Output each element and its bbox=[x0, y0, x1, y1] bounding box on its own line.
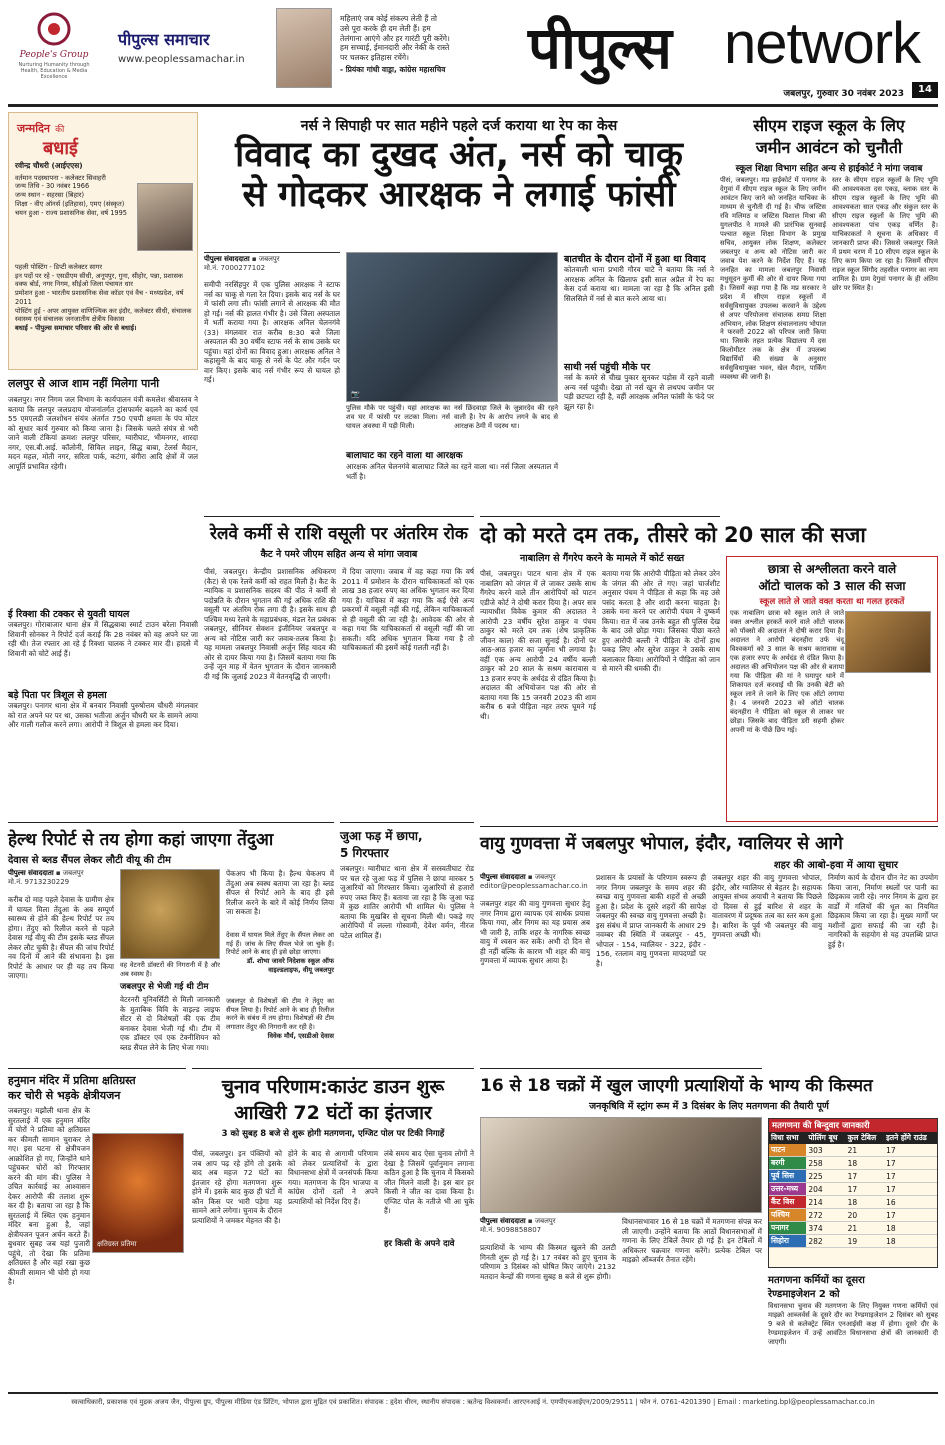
railway-body: पीसं, जबलपुर। केन्द्रीय प्रशासनिक अधिकरण (कैट) से एक रेलवे कर्मी को राहत मिली है। कैट के न्यायिक व प्रशासनिक सदस्य की पीठ ने कर्मी से पदोन्नति के दौरान भुगतान की गई अधिक राशि की वसूली पर अंतरिम रोक लगा दी है। इसके साथ ही पश्चिम मध्य रेलवे के महाप्रबंधक, मंडल रेल प्रबंधक जबलपुर, सीनियर सेक्शन इंजीनियर जबलपुर व अन्य को नोटिस जारी कर जवाब-तलब किया है। यह मामला जबलपुर निवासी अर्जुन सिंह यादव की ओर से दायर किया गया है। जिसमें बताया गया कि उन्हें जून माह में वेतन भुगतान के दौरान जानकारी दी गई कि जुलाई 2023 में वेतनवृद्धि दी जाएगी। bbox=[204, 567, 336, 681]
assembly-rounds: 17 bbox=[884, 1144, 937, 1157]
air-body-2: प्रशासन के प्रयासों के परिणाम स्वरूप ही नगर निगम जबलपुर के समय शहर की स्वच्छ वायु गुणवत्ता बाकी शहरों से अच्छी हुआ है। प्रदेश के दूसरे शहरों की सापेक्ष जबलपुर की स्वच्छ वायु गुणवत्ता अच्छी है। इस संबंध में प्राप्त जानकारी के आधार 29 नवम्बर की स्थिति में जबलपुर - 45, भोपाल - 154, ग्वालियर - 322, इंदौर - 156, रतलाम वायु गुणवत्ता मापदण्डों पर है। bbox=[596, 873, 706, 968]
logo-mark-icon bbox=[35, 10, 73, 48]
hanuman-body: जबलपुर। मझौली थाना क्षेत्र के सुरतलाई में एक हनुमान मंदिर में चोरों ने प्रतिमा को क्षतिग्रस्त कर कीमती सामान चुराकर ले गए। इस घटना से क्षेत्रीयजन आक्रोशित हो गए, जिन्होंने थाने पहुंचकर चोरों को गिरफ्तार करने की मांग की। पुलिस ने उचित कार्रवाई का आश्वासन देकर आरोपी की तलाश शुरू कर दी है। बताया जा रहा है कि सुरतलाई में स्थित एक हनुमान मंदिर बना हुआ है, जहां क्षेत्रीयजन पूजन अर्चन करते हैं। बुधवार सुबह जब यहां पुजारी पहुंचे, तो देखा कि प्रतिमा क्षतिग्रस्त है और वहां रखा कुछ कीमती सामान भी चोरी हो गया है। bbox=[8, 1106, 90, 1286]
lead-headline-2: से गोदकर आरक्षक ने लगाई फांसी bbox=[242, 175, 676, 216]
air-body-4: निर्माण कार्य के दौरान ग्रीन नेट का उपयोग किया जाना, निर्माण स्थलों पर पानी का छिड़काव जारी रहे। नगर निगम के द्वारा हर वार्डों में गलियों की धूल का नियमित छिड़काव किया जा रहा है। मुख्य मार्गों पर मशीनों द्वारा सफाई की जा रही है। नागरिकों के सहयोग से यह उपलब्धि प्राप्त हुई है। bbox=[828, 873, 938, 949]
assembly-booths: 258 bbox=[806, 1157, 845, 1170]
footer-rule bbox=[8, 1392, 938, 1394]
training-body: विधानसभा चुनाव की मतगणना के लिए नियुक्त गणना कर्मियों एवं माइक्रो आब्जर्वर्स के दूसरे दौर का रेण्डमाइजेशन 2 दिसंबर को सुबह 9 बजे से कलेक्ट्रेट स्थित एनआईसी कक्ष में होगा। दूसरे दौर के रेण्डमाइजेशन में उन्हें आवंटित विधानसभा क्षेत्रों की जानकारी दी जाएगी। bbox=[768, 1302, 938, 1346]
hanuman-headline-1: हनुमान मंदिर में प्रतिमा क्षतिग्रस्त bbox=[8, 1074, 136, 1087]
auto-body: एक नाबालिग छात्रा को स्कूल लाते ले जाते वक्त अश्लील हरकतें करने वाले ऑटो चालक को पॉक्सो की अदालत ने दोषी करार दिया है। अदालत ने आरोपी बंदनहीरा उर्फ चंदू विश्वकर्मा को 3 साल के सश्रम कारावास व एक हजार रुपए के अर्थदंड से दंडित किया है। अदालत की अभियोजन पक्ष की ओर से बताया गया कि पीड़िता की मां ने घमापुर थाने में शिकायत दर्ज करवाई थी कि उनकी बेटी को स्कूल लाने ले जाने के लिए एक ऑटो लगाया है। 4 जनवरी 2023 को ऑटो चालक बंदनहीरा ने पीड़िता को स्कूल से लाकर घर छोड़ा। जिसके बाद पीड़िता डरी सहमी होकर अपनी मां के पीछे छिप गई। bbox=[730, 609, 844, 734]
col-header: विधा सभा bbox=[769, 1132, 806, 1144]
gambling-story bbox=[340, 822, 474, 1062]
air-byline-name: पीपुल्स संवाददाता bbox=[480, 873, 526, 881]
assembly-booths: 374 bbox=[806, 1222, 845, 1235]
lead-sub-1-text: आरक्षक अनिल चेलनगंवे बालाघाट जिले का रहने वाला था। नर्स जिला अस्पताल में भर्ती है। bbox=[346, 462, 558, 481]
assembly-name: पनागर bbox=[769, 1222, 806, 1235]
birthday-line: पहली पोस्टिंग - डिप्टी कलेक्टर सागर bbox=[15, 263, 103, 271]
lead-mobile: मो.नं. 7000277102 bbox=[204, 264, 266, 272]
assembly-tables: 18 bbox=[846, 1157, 885, 1170]
lead-caption-1: पुलिस मौके पर पहुंची। यहां आरक्षक का शव घर में फांसी पर लटका मिला। नर्स घायल अवस्था में पड़ी मिली। bbox=[346, 404, 450, 430]
tendua-story bbox=[8, 822, 334, 1062]
assembly-row bbox=[769, 1183, 937, 1196]
air-byline-box bbox=[480, 873, 590, 897]
water-sub-1: ई रिक्शा की टक्कर से युवती घायल bbox=[8, 609, 130, 620]
birthday-title-small2: की bbox=[55, 125, 65, 135]
assembly-name: कैंट विस bbox=[769, 1196, 806, 1209]
assembly-rounds: 17 bbox=[884, 1183, 937, 1196]
assembly-tables: 17 bbox=[846, 1183, 885, 1196]
lead-byline-place: जबलपुर bbox=[258, 255, 280, 263]
air-headline: वायु गुणवत्ता में जबलपुर भोपाल, इंदौर, ग्वालियर से आगे bbox=[480, 834, 843, 854]
counting-right bbox=[384, 1149, 474, 1385]
school-body: पीसं, जबलपुर। मप्र हाईकोर्ट में पनागर के देगुवां में सीएम राइज स्कूल के लिए जमीन आवंटन किए जाने को जनहित याचिका के माध्यम से चुनौती दी गई है। चीफ जस्टिस रवि मलिमठ व जस्टिस विशाल मिश्रा की युगलपीठ ने मामले की प्रारंभिक सुनवाई पश्चात स्कूल शिक्षा विभाग के प्रमुख सचिव, आयुक्त लोक शिक्षण, कलेक्टर जबलपुर व अन्य को नोटिस जारी कर जवाब पेश करने के निर्देश दिए हैं। यह जनहित का मामला जबलपुर निवासी मधुसूदन कुर्मी की ओर से दायर किया गया है। जिसमें कहा गया है कि मप्र सरकार ने प्रदेश में सीएम राइज स्कूलों में सर्वसुविधायुक्त उपलब्ध करवाने के उद्देश्य से अपर परियोजना संचालक समग्र शिक्षा अभियान, लोक शिक्षण संचालनालय भोपाल ने फरवरी 2022 को परिपत्र जारी किया था। जिसके तहत प्रत्येक विद्यालय में दस किलोमीटर तक के क्षेत्र में उपलब्ध विद्यार्थियों की संख्या के अनुसार सर्वसुविधायुक्त भवन, खेल मैदान, पार्किंग व्यवस्था की जानी है। bbox=[720, 176, 826, 382]
birthday-line: शिक्षा - वीए ऑनर्स (इतिहास), एमए (संस्कृत) bbox=[15, 199, 125, 208]
page-number: 14 bbox=[912, 82, 938, 98]
assembly-rounds: 16 bbox=[884, 1196, 937, 1209]
assembly-row bbox=[769, 1222, 937, 1235]
strongroom-body-2: विधानसभावार 16 से 18 चक्रों में मतगणना संपन्न कर ली जाएगी। उन्होंने बताया कि आठों विधानसभाओं में गणना के लिए टेबिलें तैयार हो गई हैं। इन टेबिलों में अधिकतर चक्रवार गणना करेंगे। प्रत्येक टेबिल पर माइक्रो ऑब्जर्वर तैनात रहेंगे। bbox=[622, 1217, 762, 1264]
assembly-tables: 17 bbox=[846, 1170, 885, 1183]
water-sub-2-text: जबलपुर। पनागर थाना क्षेत्र में बनवार निवासी पुरुषोत्तम चौधरी मंगलवार को रात अपने घर पर था, उसका भतीजा अर्जुन चौधरी घर के सामने आया और गाली गलौज करने लगा। आरोपी ने त्रिशूल से हमला कर दिया। bbox=[8, 701, 198, 729]
verdict-headline: दो को मरते दम तक, तीसरे को 20 साल की सजा bbox=[480, 523, 866, 547]
air-sub: शहर की आबो-हवा में आया सुधार bbox=[773, 860, 898, 871]
tendua-quote-1-text: देवास में घायल मिले तेंदुए के सैंपल लेकर आ गई हैं। जांच के लिए सैंपल भेजे जा चुके हैं। रिपोर्ट आने के बाद ही इसे छोड़ा जाएगा। bbox=[226, 931, 334, 957]
lead-byline-name: पीपुल्स संवाददाता bbox=[204, 255, 250, 263]
quote-line-4: हम सच्चाई, ईमानदारी और नेकी के रास्ते bbox=[340, 43, 450, 53]
birthday-line: चयन हुआ - राज्य प्रशासनिक सेवा, वर्ष 1995 bbox=[15, 208, 127, 217]
hanuman-caption: क्षतिग्रस्त प्रतिमा bbox=[97, 1240, 137, 1248]
quote-author: - प्रियंका गांधी वाड्रा, कांग्रेस महासचिव bbox=[340, 64, 446, 74]
col-header: इतने होंगे राउंड bbox=[884, 1132, 937, 1144]
birthday-name: रवीन्द्र चौधरी (आईएएस) bbox=[15, 161, 83, 170]
assembly-info-title: मतगणना की बिन्दुवार जानकारी bbox=[769, 1119, 937, 1132]
verdict-body: पीसं, जबलपुर। पाटन थाना क्षेत्र में एक नाबालिग को जंगल में ले जाकर उसके साथ गैंगरेप करने वाले तीन आरोपियों को पाटन एडीजे कोर्ट ने दोषी करार दिया है। अपर सत्र न्यायाधीश विवेक कुमार की अदालत ने आरोपी 23 वर्षीय सुरेश ठाकुर व पंचम ठाकुर को मरते दम तक (शेष प्राकृतिक जीवन काल) की सजा सुनाई है। दोनों पर आठ-आठ हजार का जुर्माना भी लगाया है। वहीं एक अन्य आरोपी 24 वर्षीय बल्ली ठाकुर को 20 साल के सश्रम कारावास व 13 हजार रुपए के अर्थदंड से दंडित किया है। अदालत की अभियोजन पक्ष की ओर से बताया गया कि 15 जनवरी 2023 की शाम करीब 6 बजे पीड़िता नहर तरफ घूमने गई थी। bbox=[480, 569, 596, 721]
auto-headline-2: ऑटो चालक को 3 साल की सजा bbox=[758, 579, 906, 593]
air-body-1: जबलपुर शहर की वायु गुणवत्ता सुधार हेतु नगर निगम द्वारा व्यापक एवं सार्थक प्रयास किया गया, और निगम का यह प्रयास अब भी जारी है, ताकि शहर के नागरिक स्वच्छ वायु में श्वसन कर सकें। अभी दो दिन से ही नहीं बल्कि के कारण भी शहर की वायु गुणवत्ता में व्यापक सुधार आया है। bbox=[480, 899, 590, 965]
lead-sub-3: साथी नर्स पहुंची मौके पर bbox=[564, 362, 650, 373]
assembly-booths: 214 bbox=[806, 1196, 845, 1209]
counting-sub-2: हर किसी के अपने दावे bbox=[384, 1239, 455, 1249]
lead-sub-1: बालाघाट का रहने वाला था आरक्षक bbox=[346, 451, 463, 461]
birthday-title-small: जन्मदिन bbox=[17, 122, 51, 135]
birthday-line: इन पदों पर रहे - एसडीएम सीधी, अनूपपुर, गुना, सीहोर, पन्ना, प्रशासक वक्फ बोर्ड, नगर निगम, सीईओ जिला पंचायत धार bbox=[15, 271, 183, 289]
tendua-headline: हेल्थ रिपोर्ट से तय होगा कहां जाएगा तेंदुआ bbox=[8, 830, 274, 850]
assembly-name: पश्चिम bbox=[769, 1209, 806, 1222]
assembly-rounds: 18 bbox=[884, 1235, 937, 1248]
tendua-quote-1 bbox=[226, 931, 334, 995]
leopard-photo bbox=[120, 869, 220, 959]
railway-sub: कैट ने पमरे जीएम सहित अन्य से मांगा जवाब bbox=[260, 549, 418, 560]
quote-author-photo bbox=[276, 8, 332, 88]
lead-sub-3-text: नर्स के कमरे से चीख पुकार सुनकर पड़ोस में रहने वाली अन्य नर्स पहुंची। देखा तो नर्स खून से लथपथ जमीन पर पड़ी छटपटा रही है, वहीं आरक्षक अनिल फांसी के फंदे पर झूल रहा है। bbox=[564, 373, 714, 411]
lead-photo-label: 📷 bbox=[351, 390, 360, 398]
masthead bbox=[0, 0, 945, 112]
counting-story bbox=[192, 1068, 474, 1386]
school-headline-2: जमीन आवंटन को चुनौती bbox=[755, 138, 903, 157]
counting-body-2a: लंबे समय बाद ऐसा चुनाव लोगों ने देखा है जिसमें पूर्वानुमान लगाना कठिन हुआ है कि चुनाव में किसको जीत मिलने वाली है। इस बार हर किसी ने जीत का दावा किया है। एग्जिट पोल के नतीजे भी आ चुके हैं। bbox=[384, 1149, 474, 1215]
hanuman-story bbox=[8, 1068, 186, 1386]
auto-gavel-image bbox=[845, 611, 931, 673]
water-headline: ललपुर से आज शाम नहीं मिलेगा पानी bbox=[8, 377, 160, 390]
assembly-booths: 272 bbox=[806, 1209, 845, 1222]
tendua-sub: देवास से ब्लड सैंपल लेकर लौटी वीयू की टीम bbox=[8, 855, 172, 866]
footer: स्वत्वाधिकारी, प्रकाशक एवं मुद्रक अजय जैन, पीपुल्स ग्रुप, पीपुल्स मीडिया एंड प्रिंटिंग, भोपाल द्वारा मुद्रित एवं प्रकाशित। संपादक : हृदेश धीरन, स्थानीय संपादक : ऋतेन्द्र विश्वकर्मा। आरएनआई नं. एमपीएचआईएन/2009/29511 | फोन नं. 0761-4201390 | Email : marketing.bpl@peoplessamachar.co.in bbox=[71, 1398, 875, 1406]
strongroom-headline: 16 से 18 चक्रों में खुल जाएगी प्रत्याशियों के भाग्य की किस्मत bbox=[480, 1076, 873, 1096]
tendua-body-1: करीब दो माह पहले देवास के ग्रामीण क्षेत्र में घायल मिला तेंदुआ के अब सम्पूर्ण स्वास्थ्य से होने की हेल्थ रिपोर्ट पर तय होगा। तेंदुए को रिलीज करने से पहले देवास गई वीयू की टीम इसके ब्लड सैंपल लेकर लौट चुकी है। सैंपल की जांच रिपोर्ट नव दिनों में आने की संभावना है। इस रिपोर्ट के आधार पर ही यह तय किया जाएगा। bbox=[8, 895, 114, 980]
auto-headline-1: छात्रा से अश्लीलता करने वाले bbox=[767, 562, 897, 576]
strongroom-body-1: प्रत्याशियों के भाग्य की किस्मत खुलने की उलटी गिनती शुरू हो गई है। 17 नवंबर को हुए चुनाव के परिणाम 3 दिसंबर को घोषित किए जाएंगे। 2132 मतदान केन्द्रों की गणना सुबह 8 बजे से शुरू होगी। bbox=[480, 1243, 616, 1281]
air-email[interactable]: editor@peoplessamachar.co.in bbox=[480, 882, 588, 890]
tendua-quote-2 bbox=[226, 997, 334, 1061]
gambling-headline-2: 5 गिरफ्तार bbox=[340, 846, 389, 860]
strongroom-byline: पीपुल्स संवाददाता ▪ जबलपुर bbox=[480, 1217, 556, 1225]
birthday-line: प्रमोशन हुआ - भारतीय प्रशासनिक सेवा कॉडर एवं वैच - मध्यप्रदेश, वर्ष 2011 bbox=[15, 289, 184, 306]
website-link[interactable]: www.peoplessamachar.in bbox=[118, 54, 245, 65]
training-story bbox=[768, 1272, 938, 1386]
counting-body-3: होने के बाद से आगामी परिणाम को लेकर प्रत्याशियों के द्वारा विधानसभा क्षेत्रों में जनसंपर्क किया गया। मतगणना के दिन भाजपा व कांग्रेस दोनों दलों ने अपने प्रत्याशियों को निर्देश दिए हैं। bbox=[288, 1149, 378, 1206]
assembly-name: बरगी bbox=[769, 1157, 806, 1170]
tendua-quote-2-author: विवेक मौर्य, एसडीओ देवास bbox=[267, 1031, 334, 1040]
assembly-row bbox=[769, 1157, 937, 1170]
school-body-2: स्तर के सीएम राइज स्कूलों के लिए भूमि की आवश्यकता दस एकड़, ब्लाक स्तर के सीएम राइज स्कूलों के लिए भूमि की आवश्यकता सात एकड़ और संकुल स्तर के सीएम राइज स्कूलों के लिए भूमि की आवश्यकता पांच एकड़ वर्णित है। याचिकाकर्ता ने सूचना के अधिकार में जानकारी प्राप्त की। जिससे जबलपुर जिले में प्रथम चरण में 10 सीएम राइज स्कूल के लिए काम किया जा रहा है। जिसमें सीएम राइज स्कूल सिंगौद तहसील पनागर का नाम शामिल है। ग्राम देगुवां पनागर के ही अंतिम छोर पर स्थित है। bbox=[832, 176, 938, 292]
assembly-booths: 225 bbox=[806, 1170, 845, 1183]
lead-body: समीपी नरसिंहपुर में एक पुलिस आरक्षक ने स्टाफ नर्स का चाकू से गला रेत दिया। इसके बाद नर्स के घर में फांसी लगा ली। फांसी लगाने से आरक्षक की मौत हो गई। नर्स की हालत गंभीर है। उसे जिला अस्पताल में भर्ती कराया गया है। आरक्षक अनिल चेलनगंवे (33) मंगलवार रात करीब 8:30 बजे जिला अस्पताल की 30 वर्षीय स्टाफ नर्स के साथ उसके घर पहुंचा। यहां दोनों का विवाद हुआ। आरक्षक अनिल ने कहासुनी के बाद चाकू से नर्स के पेट और गर्दन पर वार किए। इसके बाद नर्स गंभीर रूप से घायल हो गई। bbox=[204, 280, 340, 384]
tendua-byline-box bbox=[8, 869, 114, 893]
strongroom-sub: जनकृषिवि में स्ट्रांग रूम में 3 दिसंबर के लिए मतगणना की तैयारी पूर्ण bbox=[589, 1101, 829, 1112]
quote-line-2: उसे पूरा करके ही दम लेती हैं। हम bbox=[340, 23, 431, 33]
assembly-tables: 18 bbox=[846, 1196, 885, 1209]
birthday-line: वर्तमान पदस्थापना - कलेक्टर सिवाहरी bbox=[15, 173, 106, 182]
assembly-tables: 20 bbox=[846, 1209, 885, 1222]
assembly-name: पाटन bbox=[769, 1144, 806, 1157]
water-body: जबलपुर। नगर निगम जल विभाग के कार्यपालन यंत्री कमलेश श्रीवास्तव ने बताया कि ललपुर जलप्रदाय योजनांतर्गत ट्रांसफार्मर बदलने का कार्य एवं 55 एमएलडी जलशोधन संयंत्र अंतर्गत 750 एचपी क्षमता के पंप मोटर को सुधार कार्य गुरुवार को किया जाना है। जिसके चलते संयंत्र से भरी जाने वाली टंकियां क्रमशः ललपुर परिसर, ग्वारीघाट, भीमनगर, शारदा नगर, एस.बी.आई. कॉलोनी, सिविल लाइन, सिद्ध बाबा, टेलर्स मैदान, मदन महल, मोती नगर, सरिता पार्क, कटंगा, बंगीरा आदि क्षेत्रों में जल आपूर्ति प्रभावित रहेगी। bbox=[8, 395, 198, 471]
quote-line-3: तेलंगाना आएंगे और हर गारंटी पूरी करेंगे। bbox=[340, 33, 450, 43]
air-byline-place: जबलपुर bbox=[534, 873, 556, 881]
training-headline-1: मतगणना कर्मियों का दूसरा bbox=[768, 1275, 865, 1286]
assembly-name: सिहोरा bbox=[769, 1235, 806, 1248]
railway-body-2: में दिया जाएगा। जवाब में वह कहा गया कि वर्ष 2011 में प्रमोशन के दौरान याचिकाकर्ता को एक लाख 38 हजार रुपए का अधिक भुगतान कर दिया गया है। याचिका में कहा गया कि कई ऐसे अन्य प्रकरणों में वसूली नहीं की गई, लेकिन याचिकाकर्ता से ही वसूली की जा रही है। आवेदक की ओर से कहा गया कि याचिकाकर्ता से वसूली नहीं की जा सकती। यदि अधिक भुगतान किया गया है तो याचिकाकर्ता की इसमें कोई गलती नहीं है। bbox=[342, 567, 474, 652]
tendua-quote-2-text: जबलपुर से विशेषज्ञों की टीम ने तेंदुए का सैंपल लिया है। रिपोर्ट आने के बाद ही रिलीज करने के संबंध में तय होगा। विशेषज्ञों की टीम लगातार तेंदुए की निगरानी कर रही है। bbox=[226, 997, 334, 1032]
tendua-quote-1-author: डॉ. शोभा जावरे निदेशक स्कूल ऑफ वाइल्डलाइफ, वीयू जबलपुर bbox=[246, 957, 334, 974]
assembly-name: उत्तर-मध्य bbox=[769, 1183, 806, 1196]
tendua-body-3: पेंकअप भी किया है। हैल्थ चेकअप में तेंदुआ अब स्वस्थ बताया जा रहा है। ब्लड सैंपल से रिपोर्ट आने के बाद ही इसे रिलीज करने के बारे में कोई निर्णय लिया जा सकता है। bbox=[226, 869, 334, 916]
birthday-line: पोस्टिंग हुई - अपर आयुक्त वाणिज्यिक कर इंदौर, कलेक्टर सीधी, संचालक स्वास्थ्य एवं संचालक जनजातीय क्षेत्रीय विकास bbox=[15, 306, 192, 324]
col-header: पोलिंग बूथ bbox=[806, 1132, 845, 1144]
masthead-rule bbox=[8, 104, 938, 107]
assembly-rounds: 17 bbox=[884, 1157, 937, 1170]
water-story bbox=[8, 376, 198, 816]
birthday-details-cont bbox=[15, 263, 193, 367]
strongroom-byline-name: पीपुल्स संवाददाता bbox=[480, 1217, 526, 1225]
assembly-name: पूर्व सिस bbox=[769, 1170, 806, 1183]
strongroom-byline-place: जबलपुर bbox=[534, 1217, 556, 1225]
birthday-title-big: बधाई bbox=[43, 138, 78, 159]
quote-line-5: पर चलकर इतिहास रचेंगे। bbox=[340, 53, 409, 62]
lead-sub-2-text: कोतवाली थाना प्रभारी गौरव चाटे ने बताया कि नर्स ने आरक्षक अनिल के खिलाफ इसी साल अप्रैल में रेप का केस दर्ज कराया था। मामला जा रहा है कि अनिल इसी सिलसिले में नर्स से बात करने आया था। bbox=[564, 265, 714, 303]
birthday-line: जन्म स्थान - सहरसा (बिहार) bbox=[15, 191, 85, 200]
counting-headline-2: आखिरी 72 घंटों का इंतजार bbox=[234, 1102, 432, 1124]
assembly-info-table bbox=[769, 1132, 937, 1248]
assembly-row bbox=[769, 1170, 937, 1183]
tendua-byline-name: पीपुल्स संवाददाता bbox=[8, 869, 54, 877]
peoples-group-logo bbox=[12, 10, 96, 98]
lead-byline: पीपुल्स संवाददाता ▪ जबलपुर bbox=[204, 255, 280, 263]
lead-byline-box bbox=[204, 252, 340, 276]
air-byline: पीपुल्स संवाददाता ▪ जबलपुर bbox=[480, 873, 556, 881]
assembly-rounds: 17 bbox=[884, 1170, 937, 1183]
paper-name-block bbox=[118, 28, 278, 76]
counting-headline-1: चुनाव परिणाम:काउंट डाउन शुरू bbox=[221, 1076, 445, 1098]
lead-caption-2: नर्स छिंदवाड़ा जिले के जुन्नारदेव की रहने वाली है। रेप के आरोप लगने के बाद से आरक्षक ठेमी में पदस्थ था। bbox=[454, 404, 558, 430]
assembly-info-box bbox=[768, 1118, 938, 1268]
hanuman-headline-2: कर चोरी से भड़के क्षेत्रीयजन bbox=[8, 1089, 121, 1102]
verdict-body-2: बताया गया कि आरोपी पीड़िता को लेकर उरेन के जंगल की ओर ले गए। जहां चार्जशीट अनुसार पंचम ने पीड़िता से कहा कि वह उसे पसंद करता है और शादी करना चाहता है। उसके मना करने पर आरोपी पंचम ने दुष्कर्म किया। रात में जब उनके बहुत सी पुलिस देख के बाद उसे छोड़ा गया। जिसका पीछा करते हुए आरोपी बल्ली ने पीड़िता के दोनों हाथ पकड़ लिए और सुरेश ठाकुर ने उसके साथ बलात्कार किया। आरोपियों ने पीड़िता को जान से मारने की धमकी दी। bbox=[602, 569, 720, 673]
strongroom-mobile: मो.नं. 9098858807 bbox=[480, 1226, 542, 1234]
assembly-tables: 19 bbox=[846, 1235, 885, 1248]
lead-photo bbox=[346, 252, 558, 402]
brand-english: network bbox=[724, 11, 921, 76]
water-sub-1-text: जबलपुर। गोराबाजार थाना क्षेत्र में सिद्धबाबा स्मार्ट टाउन बरेला निवासी शिवानी सोनकर ने रिपोर्ट दर्ज कराई कि 28 नवंबर को वह अपने घर जा रही थी। तेज रफ्तार आ रहे ई रिक्शा चालक ने टक्कर मार दी। हादसे में शिवानी को चोटें आई हैं। bbox=[8, 620, 198, 658]
hanuman-idol-photo bbox=[92, 1133, 184, 1253]
tendua-caption: वह वेटनरी डॉक्टरों की निगरानी में है और अब स्वस्थ है। bbox=[120, 961, 220, 978]
school-headline-1: सीएम राइज स्कूल के लिए bbox=[753, 116, 905, 135]
group-tagline: Nurturing Humanity through Health, Education & Media Excellence bbox=[18, 62, 90, 80]
brand-block bbox=[528, 4, 938, 104]
group-name: People's Group bbox=[19, 50, 89, 60]
paper-name: पीपुल्स समाचार bbox=[118, 30, 210, 49]
gambling-headline-1: जुआ फड़ में छापा, bbox=[340, 829, 423, 843]
assembly-row bbox=[769, 1144, 937, 1157]
railway-headline: रेलवे कर्मी से राशि वसूली पर अंतरिम रोक bbox=[210, 524, 468, 544]
birthday-line: बधाई - पीपुल्स समाचार परिवार की ओर से बधाई। bbox=[15, 323, 137, 332]
birthday-box bbox=[8, 112, 198, 370]
verdict-sub: नाबालिग से गैंगरेप करने के मामले में कोर्ट सख्त bbox=[520, 553, 685, 564]
auto-story bbox=[726, 556, 938, 822]
quote-box bbox=[340, 14, 520, 98]
counting-sub: 3 को सुबह 8 बजे से शुरू होगी मतगणना, एग्जिट पोल पर टिकी निगाहें bbox=[221, 1129, 445, 1139]
lead-kicker: नर्स ने सिपाही पर सात महीने पहले दर्ज कराया था रेप का केस bbox=[300, 118, 618, 134]
assembly-booths: 303 bbox=[806, 1144, 845, 1157]
strongroom-photo bbox=[480, 1117, 762, 1213]
assembly-row bbox=[769, 1196, 937, 1209]
brand-hindi: पीपुल्स bbox=[528, 14, 671, 82]
tendua-byline: पीपुल्स संवाददाता ▪ जबलपुर bbox=[8, 869, 84, 877]
assembly-row bbox=[769, 1235, 937, 1248]
birthday-title bbox=[17, 117, 117, 157]
water-sub-2: बड़े पिता पर त्रिशूल से हमला bbox=[8, 690, 107, 701]
assembly-tables: 21 bbox=[846, 1144, 885, 1157]
birthday-person-photo bbox=[137, 183, 193, 251]
assembly-header-row bbox=[769, 1132, 937, 1144]
assembly-tables: 21 bbox=[846, 1222, 885, 1235]
lead-right-col bbox=[564, 252, 714, 508]
tendua-byline-place: जबलपुर bbox=[62, 869, 84, 877]
air-story bbox=[480, 826, 938, 1062]
training-headline-2: रेण्डमाइजेशन 2 को bbox=[768, 1289, 840, 1300]
lead-story bbox=[204, 112, 714, 510]
assembly-rounds: 17 bbox=[884, 1209, 937, 1222]
lead-sub-2: बातचीत के दौरान दोनों में हुआ था विवाद bbox=[564, 254, 706, 265]
auto-sub: स्कूल लाते ले जाते वक्त करता था गलत हरकतें bbox=[759, 597, 905, 607]
quote-line-1: महिलाएं जब कोई संकल्प लेती हैं तो bbox=[340, 14, 437, 23]
dateline: जबलपुर, गुरुवार 30 नवंबर 2023 bbox=[783, 89, 904, 99]
assembly-row bbox=[769, 1209, 937, 1222]
railway-story bbox=[204, 516, 474, 816]
lead-headline-1: विवाद का दुखद अंत, नर्स को चाकू bbox=[235, 135, 683, 175]
tendua-body-2: वेटरनरी यूनिवर्सिटी से मिली जानकारी के मुताबिक विवि के वाइल्ड लाइफ सेंटर से दो विशेषज्ञों की एक टीम बनाकर देवास भेजी गई थी। टीम में एक डॉक्टर एवं एक टेक्नीशियन को ब्लड सैंपल लेने के लिए भेजा गया। bbox=[120, 995, 220, 1052]
school-story bbox=[720, 112, 938, 510]
school-sub: स्कूल शिक्षा विभाग सहित अन्य से हाईकोर्ट ने मांगा जवाब bbox=[735, 164, 923, 174]
air-body-3: जबलपुर शहर की वायु गुणवत्ता भोपाल, इंदौर, और ग्वालियर से बेहतर है। सहायक आयुक्त संभव अयाची ने बताया कि पिछले दो दिवस से हुई बारिश से शहर के वातावरण में प्रदूषक तत्व का स्तर कम हुआ है। बारिश के पूर्व भी जबलपुर की वायु गुणवत्ता अच्छी थी। bbox=[712, 873, 823, 939]
assembly-rounds: 18 bbox=[884, 1222, 937, 1235]
strongroom-byline-box bbox=[480, 1217, 616, 1241]
tendua-mobile: मो.नं. 9713230229 bbox=[8, 878, 70, 886]
assembly-booths: 282 bbox=[806, 1235, 845, 1248]
tendua-sub-2: जबलपुर से भेजी गई थी टीम bbox=[120, 982, 209, 992]
assembly-booths: 204 bbox=[806, 1183, 845, 1196]
counting-body: पीसं, जबलपुर। इन पंक्तियों को जब आप पढ़ रहे होंगे तो इसके बाद अब महज 72 घंटों का इंतजार रहे होगा मतगणना शुरू होने में। इसके बाद कुछ ही घंटों में कौन किस पर भारी पड़ेगा यह सामने आने लगेगा। चुनाव के दौरान प्रत्याशियों ने जमकर मेहनत की है। bbox=[192, 1149, 282, 1225]
col-header: कुल टेबिल bbox=[846, 1132, 885, 1144]
gambling-body: जबलपुर। ग्वारीघाट थाना क्षेत्र में सरस्वतीघाट रोड पर चल रहे जुआ फड़ में पुलिस ने छापा मारकर 5 जुआरियों को गिरफ्तार किया। जुआरियों से हजारों रुपए जब्त किए हैं। बताया जा रहा है कि जुआ फड़ में कुछ शातिर आरोपी भी शामिल थे। पुलिस ने बताया कि मुखबिर से सूचना मिली थी। पकड़े गए आरोपियों में लल्ला गोस्वामी, देवेश वर्मन, नीरज पटेल शामिल हैं। bbox=[340, 864, 474, 940]
birthday-line: जन्म तिथि - 30 नवंबर 1966 bbox=[15, 182, 90, 191]
